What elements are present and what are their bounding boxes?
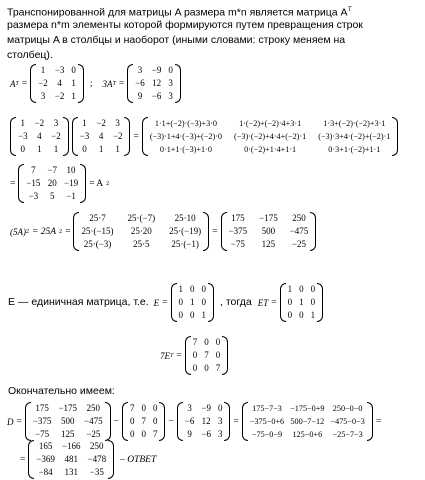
matrix-cell: 3 [168,78,173,88]
lhs-label: A [10,78,16,89]
matrix-cell: −7 [47,165,58,175]
matrix-cell: 0 [287,297,293,307]
matrix-cell: 131 [64,467,78,477]
matrix-cell: 25·(−15) [81,226,114,236]
matrix-answer [28,440,114,479]
matrix-cell: −478 [87,454,107,464]
matrix-product-expanded [142,117,399,156]
matrix-cell: 0 [192,363,198,373]
matrix-cell: 1·(−2)+(−2)·4+3·1 [239,119,302,128]
matrix-cell: −475 [289,226,309,236]
matrix-cell: 1 [82,118,87,128]
matrix-cell: −3 [28,191,39,201]
matrix-identity-transpose [280,283,324,322]
identity-line: E — единичная матрица, т.е. E = 1 0 0 0 1 0 0 0 1 , тогда E T = 1 0 0 0 1 0 0 0 1 [8,283,323,322]
matrix-cell: 0 [152,403,158,413]
matrix-cell: 4 [57,78,62,88]
matrix-cell: −3 [18,131,28,141]
matrix-cell: −2 [34,118,45,128]
intro-line-2: размера n*m элементы которой формируются путем превращения строк [7,19,363,31]
matrix-cell: 250 [90,441,104,451]
matrix-cell: 0 [201,284,207,294]
matrix-bracket-right [310,212,316,251]
matrix-cell: 0 [310,284,316,294]
matrix-d-m2 [122,402,166,441]
matrix-cell: 0·1+1·(−3)+1·0 [159,145,212,154]
formula-answer: = 165 −166 250 −369 481 −478 −84 131 −35 – ОТВЕТ [20,440,159,479]
matrix-cell: 10 [66,165,76,175]
matrix-cell: 3 [137,65,143,75]
matrix-cell: −375 [32,416,52,426]
formula-7e: 7E T = 7 0 0 0 7 0 0 0 7 [160,336,228,375]
matrix-cell: 25·5 [133,239,150,249]
matrix-cell: −475 [84,416,103,426]
matrix-cell: −15 [26,178,41,188]
matrix-cell: 481 [64,454,78,464]
matrix-25-expanded [73,212,209,251]
matrix-cell: 3 [217,429,223,439]
matrix-cell: 0 [178,310,184,320]
matrix-cell: −9 [151,65,162,75]
matrix-cell: 250−0−0 [332,404,363,413]
matrix-cell: 5 [49,191,55,201]
matrix-cell: −175 [259,213,278,223]
matrix-identity [171,283,215,322]
matrix-cell: 1 [190,297,195,307]
matrix-cell: −25−7−3 [332,430,363,439]
matrix-cell: −35 [89,467,104,477]
matrix-cell: 0 [129,429,135,439]
matrix-cell: 0 [215,350,221,360]
matrix-cell: 1 [71,78,76,88]
matrix-cell: 0 [129,416,135,426]
matrix-bracket-right [317,283,323,322]
matrix-cell: 1 [201,310,207,320]
matrix-cell: 25·7 [89,213,106,223]
matrix-cell: −175 [58,403,78,413]
matrix-cell: 1·3+(−2)·(−2)+3·1 [323,119,386,128]
matrix-cell: 175 [231,213,245,223]
matrix-cell: 1 [115,144,120,154]
matrix-cell: (−3)·(−2)+4·4+(−2)·1 [234,132,307,141]
matrix-cell: −9 [201,403,211,413]
matrix-cell: −25 [86,429,101,439]
matrix-m1 [10,117,69,156]
matrix-cell: 175−7−3 [252,404,282,413]
matrix-cell: 4 [37,131,42,141]
matrix-7e [185,336,229,375]
matrix-cell: −2 [38,78,48,88]
matrix-cell: −369 [36,454,55,464]
matrix-cell: 9 [137,91,143,101]
matrix-cell: 0 [204,337,209,347]
matrix-cell: 3 [168,91,173,101]
matrix-cell: 12 [201,416,211,426]
matrix-cell: 12 [152,78,162,88]
matrix-cell: −6 [201,429,211,439]
matrix-cell: 25·20 [130,226,152,236]
matrix-bracket-right [63,117,69,156]
matrix-cell: −75−0−9 [251,430,283,439]
matrix-cell: 0·(−2)+1·4+1·1 [244,145,297,154]
matrix-cell: 0 [201,297,207,307]
matrix-cell: −75 [35,429,50,439]
matrix-cell: 9 [187,429,192,439]
matrix-25a-squared [221,212,317,251]
matrix-cell: 3 [187,403,192,413]
matrix-a-transpose [30,64,84,103]
matrix-d-m1 [25,402,111,441]
intro-line-3: матрицы A в столбцы и наоборот (иными словами: строку меняем на [7,34,346,46]
matrix-cell: 0 [287,310,293,320]
formula-transpose: A T = 1 −3 0 −2 4 1 3 −2 1 ; 3A T = 3 −9 0 −6 12 3 9 −6 3 [10,64,181,103]
matrix-cell: 0 [217,403,223,413]
matrix-cell: 0 [204,363,209,373]
matrix-cell: 0 [299,284,304,294]
matrix-cell: 0 [310,297,316,307]
matrix-cell: 0 [299,310,304,320]
matrix-cell: −6 [135,78,145,88]
matrix-cell: 3 [53,118,59,128]
matrix-cell: 1 [299,297,304,307]
finally-text: Окончательно имеем: [8,385,115,397]
matrix-cell: −1 [66,191,76,201]
matrix-cell: 3 [40,91,46,101]
matrix-cell: 0 [168,65,173,75]
matrix-cell: 125 [60,429,75,439]
matrix-cell: 500−7−12 [290,417,325,426]
matrix-cell: 175 [35,403,49,413]
matrix-cell: −175−0+9 [290,404,325,413]
matrix-cell: 0 [178,297,184,307]
matrix-cell: −25 [291,239,307,249]
matrix-cell: 1 [20,118,26,128]
matrix-cell: 7 [192,337,198,347]
matrix-cell: 0 [152,416,158,426]
matrix-cell: 250 [292,213,306,223]
matrix-cell: 7 [31,165,36,175]
formula-a-squared: = 7 −7 10 −15 20 −19 −3 5 −1 = A 2 [10,165,110,201]
matrix-cell: 7 [129,403,135,413]
matrix-cell: 7 [152,429,158,439]
matrix-d-m4 [242,402,373,441]
formula-d: D = 175 −175 250 −375 500 −475 −75 125 −25 − 7 0 0 0 7 0 0 0 7 − 3 −9 0 −6 12 3 9 −6 3 = 175−7−3 −175−0+9 250−0−0 −375−0+6 500−7−12 −475−0−3 −75−0−9 125−0+6 −25−7−3 = [7,403,382,439]
matrix-cell: −166 [61,441,81,451]
matrix-cell: −19 [64,178,79,188]
matrix-cell: 20 [47,178,57,188]
formula-product: 1 −2 3 −3 4 −2 0 1 1 1 −2 3 −3 4 −2 0 1 1 = 1·1+(−2)·(−3)+3·0 1·(−2)+(−2)·4+3·1 1·3+(−2)·(−2)+3·1 (−3)·1+4·(−3)+(−2)·0 (−3)·(−2)+4·4+(−2)·1 (−3)·3+4·(−2)+(−2)·1 0·1+1·(−3)+1·0 0·(−2)+1·4+1·1 0·3+1·(−2)+1·1 [10,117,398,156]
matrix-cell: −2 [51,131,61,141]
matrix-cell: 0 [82,144,87,154]
matrix-cell: 125 [261,239,276,249]
matrix-cell: 25·(−1) [171,239,199,249]
matrix-d-m3 [177,402,231,441]
matrix-cell: −2 [112,131,123,141]
matrix-cell: 7 [141,416,146,426]
matrix-cell: 1·1+(−2)·(−3)+3·0 [154,119,217,128]
matrix-cell: (−3)·1+4·(−3)+(−2)·0 [149,132,223,141]
matrix-cell: 0 [190,284,195,294]
matrix-cell: (−3)·3+4·(−2)+(−2)·1 [318,132,391,141]
matrix-cell: 250 [86,403,101,413]
intro-line-1: Транспонированной для матрицы A размера m*n является матрица $A^T$ [7,6,352,19]
matrix-cell: −3 [79,131,90,141]
matrix-cell: −75 [230,239,245,249]
matrix-m2 [72,117,131,156]
intro-line-4: столбец). [7,49,53,61]
matrix-cell: 0 [141,429,146,439]
matrix-bracket-right [392,117,398,156]
matrix-cell: −6 [151,91,162,101]
matrix-cell: 3 [115,118,120,128]
matrix-cell: 0 [192,350,198,360]
matrix-cell: 25·(−19) [169,226,202,236]
formula-5a-squared: (5A) 2 = 25A 2 = 25·7 25·(−7) 25·10 25·(−15) 25·20 25·(−19) 25·(−3) 25·5 25·(−1) = 175 −175 250 −375 500 −475 −75 125 −25 [10,212,316,251]
matrix-bracket-right [222,336,228,375]
matrix-cell: 25·10 [174,213,196,223]
matrix-cell: 1 [40,65,46,75]
matrix-cell: 1 [37,144,42,154]
matrix-cell: 1 [98,144,104,154]
matrix-cell: −84 [38,467,53,477]
matrix-bracket-right [175,64,181,103]
matrix-cell: −2 [96,118,106,128]
matrix-cell: 25·(−7) [127,213,156,223]
matrix-cell: 0 [71,65,76,75]
matrix-cell: 1 [71,91,76,101]
matrix-cell: 1 [178,284,184,294]
matrix-cell: 500 [261,226,276,236]
matrix-cell: −375 [228,226,248,236]
matrix-cell: 125−0+6 [292,430,323,439]
matrix-3a-transpose [127,64,181,103]
matrix-cell: 1 [287,284,293,294]
matrix-cell: 25·(−3) [83,239,112,249]
matrix-cell: 3 [217,416,223,426]
answer-label: – ОТВЕТ [120,454,157,465]
matrix-cell: 0 [215,337,221,347]
matrix-cell: −475−0−3 [330,417,365,426]
matrix-cell: 7 [215,363,221,373]
identity-text: E — единичная матрица, т.е. [8,296,149,309]
matrix-cell: −6 [184,416,195,426]
matrix-cell: 1 [53,144,59,154]
matrix-cell: 7 [204,350,209,360]
matrix-cell: −375−0+6 [249,417,285,426]
matrix-cell: 0 [190,310,195,320]
matrix-cell: 0 [141,403,146,413]
matrix-cell: 4 [98,131,104,141]
matrix-cell: 165 [38,441,53,451]
lhs2-label: 3A [102,78,113,89]
matrix-cell: −3 [54,65,65,75]
matrix-cell: −2 [54,91,65,101]
matrix-a-squared [18,164,86,203]
matrix-cell: 0·3+1·(−2)+1·1 [328,145,381,154]
matrix-cell: 0 [20,144,26,154]
matrix-cell: 1 [310,310,316,320]
matrix-cell: 500 [60,416,75,426]
